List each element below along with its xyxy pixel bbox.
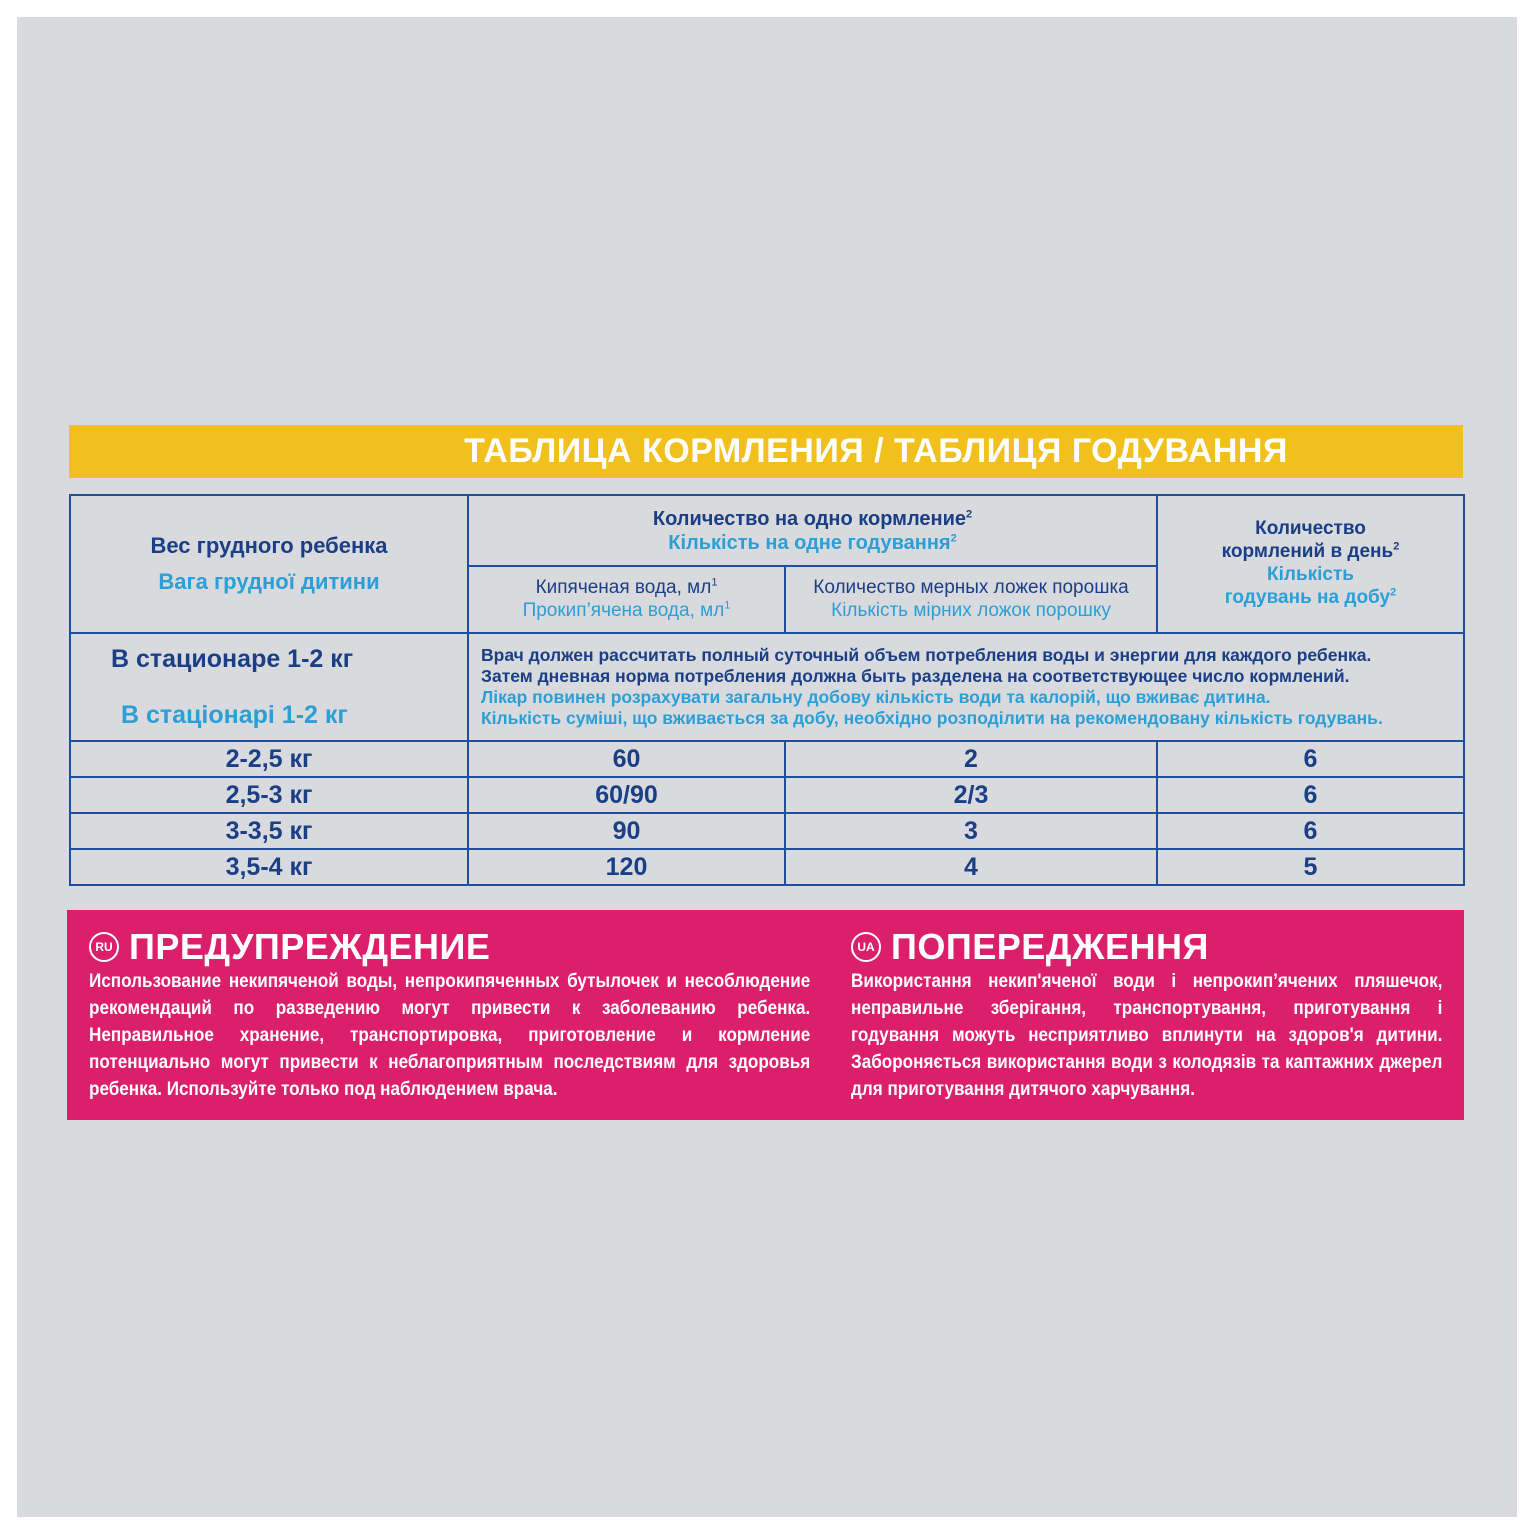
- table-row: [70, 741, 1464, 777]
- warning-ru-header: [89, 928, 811, 966]
- cell-weight: 3,5-4 кг: [70, 849, 468, 885]
- warning-ru-title: ПРЕДУПРЕЖДЕНИЕ: [129, 926, 491, 967]
- header-per-feed: Количество на одно кормление$^2$ Кількість на одне годування$^2$: [468, 495, 1157, 566]
- header-row-top: [70, 495, 1464, 566]
- cell-weight: 3-3,5 кг: [70, 813, 468, 849]
- warning-ua-title: ПОПЕРЕДЖЕННЯ: [891, 926, 1209, 967]
- warning-ua-text: Використання некип'яченої води і непрокип’ячених пляшечок, неправильне зберігання, транспортування, приготування і годування можуть несприятливо вплинути на здоров'я дитини. Забороняється використання води з колодязів та каптажних джерел для приготування дитячого харчування.: [851, 971, 1443, 1100]
- header-weight: [70, 495, 468, 633]
- cell-scoops: 3: [785, 813, 1157, 849]
- header-water: Кипяченая вода, $мл^1$ Прокип’ячена вода, $мл^1$: [468, 566, 785, 633]
- header-scoops-ru: Количество мерных ложек порошка: [813, 576, 1129, 598]
- ua-badge-icon: UA: [851, 932, 881, 962]
- cell-water: 90: [468, 813, 785, 849]
- warning-ru: [89, 928, 811, 1103]
- header-scoops-ua: Кількість мірних ложок порошку: [831, 599, 1111, 621]
- header-weight-ru: Вес грудного ребенка: [150, 532, 388, 558]
- warning-ru-text: Использование некипяченой воды, непрокипяченных бутылочек и несоблюдение рекомендаций по разведению могут привести к заболеванию ребенка. Неправильное хранение, транспортировка, приготовление и кормление потенциально могут привести к неблагоприятным последствиям для здоровья ребенка. Используйте только под наблюдением врача.: [89, 971, 811, 1100]
- hospital-row: [70, 633, 1464, 741]
- ru-badge-icon: RU: [89, 932, 119, 962]
- cell-scoops: 2: [785, 741, 1157, 777]
- table-row: [70, 849, 1464, 885]
- cell-scoops: 4: [785, 849, 1157, 885]
- page-title: ТАБЛИЦА КОРМЛЕНИЯ / ТАБЛИЦЯ ГОДУВАННЯ: [464, 432, 1288, 470]
- warning-box: [67, 910, 1464, 1120]
- cell-water: 60/90: [468, 777, 785, 813]
- table-row: [70, 813, 1464, 849]
- cell-feeds: 6: [1157, 813, 1464, 849]
- cell-weight: 2-2,5 кг: [70, 741, 468, 777]
- cell-water: 120: [468, 849, 785, 885]
- cell-feeds: 6: [1157, 741, 1464, 777]
- header-per-feed-ua: Кількість на одне годування: [668, 531, 951, 554]
- feeding-table: [69, 494, 1465, 886]
- hospital-note: Врач должен рассчитать полный суточный объем потребления воды и энергии для каждого ребенка. Затем дневная норма потребления должна быть разделена на соответствующее число кормлений. Лікар повинен розрахувати загальну добову кількість води та калорій, що вживає дитина. Кількість суміші, що вживається за добу, необхідно розподілити на рекомендовану кількість годувань.: [468, 633, 1464, 741]
- header-scoops: [785, 566, 1157, 633]
- title-bar: [69, 425, 1463, 478]
- hospital-label: [70, 633, 468, 741]
- cell-weight: 2,5-3 кг: [70, 777, 468, 813]
- cell-water: 60: [468, 741, 785, 777]
- header-feeds-per-day: Количество кормлений в день$^2$ Кількість годувань на добу$^2$: [1157, 495, 1464, 633]
- header-weight-ua: Вага грудної дитини: [158, 569, 380, 594]
- cell-scoops: 2/3: [785, 777, 1157, 813]
- hospital-label-ua: В стаціонарі 1-2 кг: [121, 701, 348, 729]
- warning-ua: [851, 928, 1443, 1103]
- cell-feeds: 5: [1157, 849, 1464, 885]
- cell-feeds: 6: [1157, 777, 1464, 813]
- warning-ua-header: [851, 928, 1443, 966]
- header-per-feed-ru: Количество на одно кормление: [652, 507, 967, 530]
- hospital-label-ru: В стационаре 1-2 кг: [111, 645, 354, 673]
- table-row: [70, 777, 1464, 813]
